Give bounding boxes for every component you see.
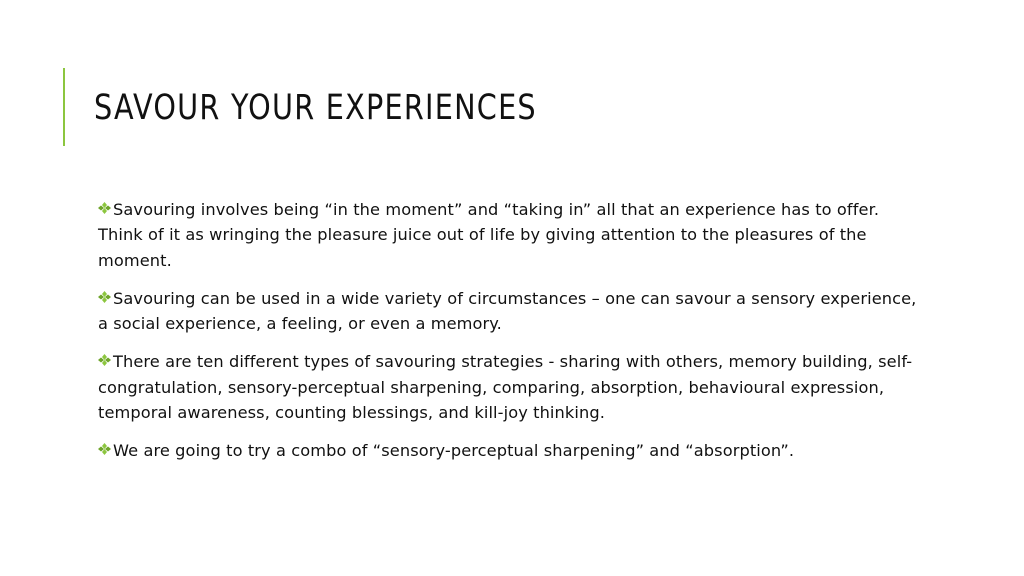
bullet-item xyxy=(91,349,921,425)
bullet-text: There are ten different types of savouring strategies - sharing with others, memory building, self-congratulation, sensory-perceptual sharpening, comparing, absorption, behavioural expression, temporal awareness, counting blessings, and kill-joy thinking. xyxy=(98,352,913,423)
four-diamond-bullet-icon xyxy=(98,443,111,455)
four-diamond-bullet-icon xyxy=(98,291,111,303)
bullet-list xyxy=(91,197,921,477)
bullet-text: Savouring can be used in a wide variety of circumstances – one can savour a sensory experience, a social experience, a feeling, or even a memory. xyxy=(98,288,917,334)
bullet-item xyxy=(91,438,921,463)
title-accent-bar xyxy=(63,68,65,146)
bullet-item xyxy=(91,197,921,273)
four-diamond-bullet-icon xyxy=(98,202,111,214)
four-diamond-bullet-icon xyxy=(98,354,111,366)
bullet-text: Savouring involves being “in the moment” and “taking in” all that an experience has to offer. Think of it as wringing the pleasure juice out of life by giving attention to the pleasures of the moment. xyxy=(98,200,880,270)
bullet-text: We are going to try a combo of “sensory-perceptual sharpening” and “absorption”. xyxy=(113,441,795,461)
bullet-item xyxy=(91,286,921,337)
slide-title: SAVOUR YOUR EXPERIENCES xyxy=(94,88,537,128)
